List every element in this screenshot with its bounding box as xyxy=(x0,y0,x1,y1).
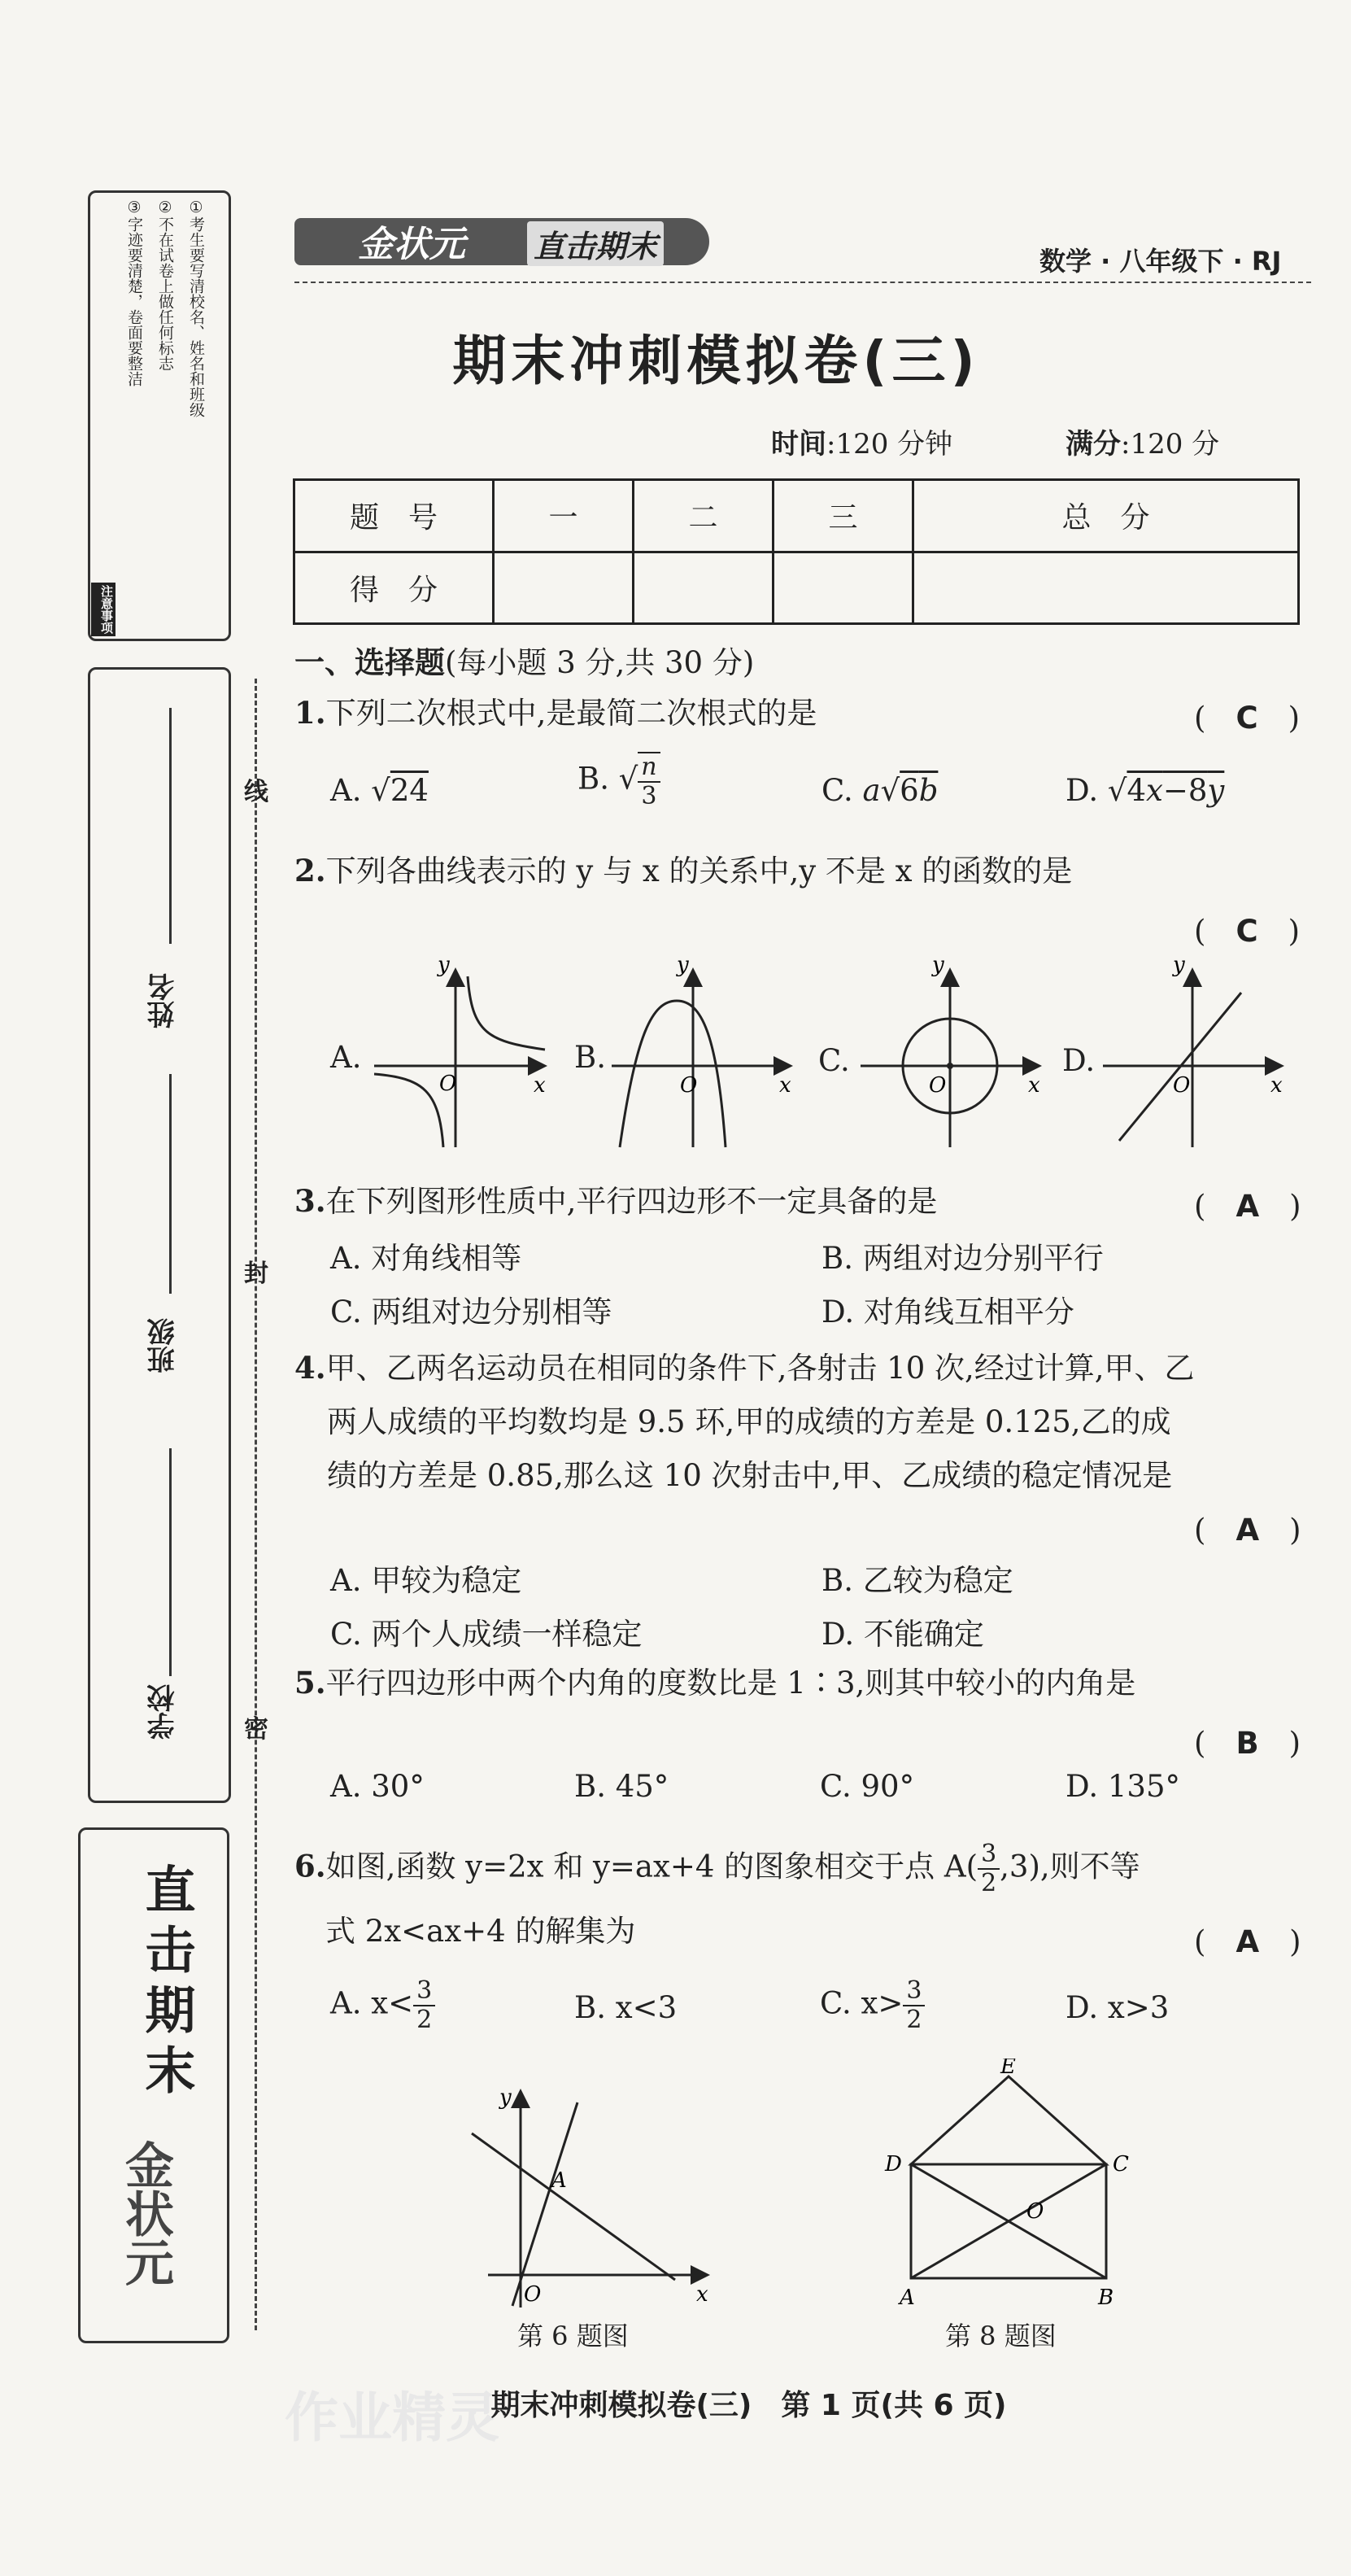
svg-text:y: y xyxy=(677,953,689,977)
option-3a[interactable]: A. 对角线相等 xyxy=(330,1241,522,1276)
notice-label: 注意事项 xyxy=(91,583,115,636)
seal-line xyxy=(255,679,257,2330)
option-5b[interactable]: B. 45° xyxy=(574,1769,669,1804)
svg-text:A: A xyxy=(900,2286,915,2310)
section-heading xyxy=(294,638,754,683)
score-label: 满分 xyxy=(1066,428,1121,461)
brand-logo-vertical: 金状元 xyxy=(117,2140,174,2286)
option-2d[interactable]: D. xyxy=(1062,1043,1096,1078)
exam-full-score xyxy=(1066,421,1219,461)
option-2c[interactable]: C. xyxy=(818,1043,850,1078)
question-2: 2.下列各曲线表示的 y 与 x 的关系中,y 不是 x 的函数的是 xyxy=(294,853,1073,889)
svg-text:x: x xyxy=(779,1073,791,1098)
option-6b[interactable]: B. x<3 xyxy=(574,1990,678,2025)
figure-6-caption: 第 6 题图 xyxy=(517,2321,629,2351)
question-5: 5.平行四边形中两个内角的度数比是 1∶3,则其中较小的内角是 xyxy=(294,1665,1136,1701)
section-title: 一、选择题 xyxy=(294,645,445,680)
svg-text:y: y xyxy=(1173,953,1185,977)
graph-2d[interactable] xyxy=(1103,952,1298,1155)
question-1: 1.下列二次根式中,是最简二次根式的是 xyxy=(294,695,817,731)
score-table-header: 得 分 xyxy=(294,552,494,624)
graph-2b[interactable] xyxy=(612,952,807,1155)
option-1c[interactable]: C. a√6b xyxy=(821,773,939,808)
svg-text:E: E xyxy=(1000,2059,1016,2079)
page-footer: 期末冲刺模拟卷(三) 第 1 页(共 6 页) xyxy=(490,2389,1007,2422)
figure-6 xyxy=(455,2080,732,2316)
graph-2a[interactable] xyxy=(374,952,561,1155)
option-6c[interactable]: C. x> $\frac{3}{2}$ xyxy=(820,1977,925,2034)
svg-text:O: O xyxy=(439,1072,457,1096)
score-value: :120 分 xyxy=(1121,428,1220,461)
option-1a[interactable]: A. √24 xyxy=(330,773,429,808)
option-2b[interactable]: B. xyxy=(574,1040,606,1075)
header-subject: 数学 · 八年级下 · RJ xyxy=(1039,246,1282,277)
svg-text:y: y xyxy=(438,953,450,977)
question-6: 6.如图,函数 y=2x 和 y=ax+4 的图象相交于点 A( $\frac{3}{2}$ ,3),则不等 xyxy=(294,1840,1140,1897)
answer-3: ( A ) xyxy=(1194,1189,1301,1224)
option-6d[interactable]: D. x>3 xyxy=(1066,1990,1170,2025)
svg-text:O: O xyxy=(524,2282,542,2307)
school-field[interactable] xyxy=(169,1448,172,1676)
svg-text:D: D xyxy=(885,2152,902,2177)
svg-text:x: x xyxy=(1028,1073,1040,1098)
score-cell[interactable] xyxy=(634,552,774,624)
option-5d[interactable]: D. 135° xyxy=(1066,1769,1180,1804)
option-1b[interactable]: B. √ $\frac{n}{3}$ xyxy=(577,752,660,810)
question-4: 4.甲、乙两名运动员在相同的条件下,各射击 10 次,经过计算,甲、乙 两人成绩的平均数均是 9.5 环,甲的成绩的方差是 0.125,乙的成 绩的方差是 0.85,那么这 10 次射击中,甲、乙成绩的稳定情况是 xyxy=(294,1350,1195,1493)
svg-text:x: x xyxy=(696,2282,708,2307)
name-label: 姓名 xyxy=(147,973,180,1028)
option-3c[interactable]: C. 两组对边分别相等 xyxy=(330,1295,612,1329)
score-cell[interactable] xyxy=(913,552,1299,624)
svg-text:x: x xyxy=(1270,1073,1283,1098)
score-table-header: 题 号 xyxy=(294,480,494,552)
notice-item-2: ②不在试卷上做任何标志 xyxy=(156,199,174,371)
class-field[interactable] xyxy=(169,1074,172,1294)
score-cell[interactable] xyxy=(774,552,913,624)
svg-text:O: O xyxy=(1173,1073,1191,1098)
option-4d[interactable]: D. 不能确定 xyxy=(821,1617,984,1652)
exam-time xyxy=(771,421,952,461)
answer-1: ( C ) xyxy=(1194,701,1301,736)
header-series: 直击期末 xyxy=(527,221,664,266)
svg-text:O: O xyxy=(680,1073,698,1098)
brand-vertical: 直击期末 xyxy=(137,1863,196,2104)
option-4b[interactable]: B. 乙较为稳定 xyxy=(821,1563,1013,1598)
answer-5: ( B ) xyxy=(1194,1726,1301,1761)
section-note: (每小题 3 分,共 30 分) xyxy=(445,645,755,680)
header-brand: 金状元 xyxy=(358,224,465,265)
answer-2: ( C ) xyxy=(1194,914,1301,949)
figure-8-caption: 第 8 题图 xyxy=(945,2321,1057,2351)
score-table-col: 一 xyxy=(494,480,634,552)
question-6-line-2: 式 2x<ax+4 的解集为 xyxy=(325,1914,636,1949)
option-3d[interactable]: D. 对角线互相平分 xyxy=(821,1295,1074,1329)
notice-item-1: ①考生要写清校名、姓名和班级 xyxy=(187,199,205,417)
score-table-col: 三 xyxy=(774,480,913,552)
score-cell[interactable] xyxy=(494,552,634,624)
svg-text:B: B xyxy=(1098,2286,1114,2310)
seal-mark-line: 线 xyxy=(244,778,268,806)
svg-text:A: A xyxy=(551,2168,567,2193)
student-info-box xyxy=(88,667,231,1803)
header-divider xyxy=(294,282,1311,283)
fraction: $\frac{3}{2}$ xyxy=(978,1840,1000,1897)
svg-text:x: x xyxy=(534,1073,546,1098)
option-5a[interactable]: A. 30° xyxy=(330,1769,425,1804)
time-label: 时间 xyxy=(771,428,826,461)
school-label: 学校 xyxy=(147,1684,180,1740)
svg-text:y: y xyxy=(932,953,944,977)
option-5c[interactable]: C. 90° xyxy=(820,1769,915,1804)
option-4a[interactable]: A. 甲较为稳定 xyxy=(330,1563,522,1598)
question-3: 3.在下列图形性质中,平行四边形不一定具备的是 xyxy=(294,1183,938,1219)
footer-watermark: 作业精灵 xyxy=(285,2386,499,2449)
graph-2c[interactable] xyxy=(861,952,1056,1155)
option-2a[interactable]: A. xyxy=(330,1040,362,1075)
class-label: 班级 xyxy=(147,1318,180,1373)
notice-item-3: ③字迹要清楚，卷面要整洁 xyxy=(125,199,143,386)
score-table xyxy=(293,478,1300,625)
svg-text:y: y xyxy=(499,2085,512,2110)
svg-text:O: O xyxy=(1026,2199,1044,2224)
score-table-col: 二 xyxy=(634,480,774,552)
svg-text:C: C xyxy=(1113,2152,1129,2177)
exam-title: 期末冲刺模拟卷(三) xyxy=(452,330,980,392)
figure-8 xyxy=(878,2059,1147,2311)
score-table-col: 总 分 xyxy=(913,480,1299,552)
svg-text:O: O xyxy=(929,1073,947,1098)
option-4c[interactable]: C. 两个人成绩一样稳定 xyxy=(330,1617,643,1652)
answer-6: ( A ) xyxy=(1194,1924,1301,1959)
option-3b[interactable]: B. 两组对边分别平行 xyxy=(821,1241,1104,1276)
seal-mark-seal: 封 xyxy=(244,1260,268,1288)
time-value: :120 分钟 xyxy=(826,428,953,461)
name-field[interactable] xyxy=(169,708,172,944)
answer-4: ( A ) xyxy=(1194,1513,1301,1548)
seal-mark-secret: 密 xyxy=(244,1715,268,1744)
option-1d[interactable]: D. √4x−8y xyxy=(1066,773,1225,808)
option-6a[interactable]: A. x< $\frac{3}{2}$ xyxy=(330,1977,435,2034)
